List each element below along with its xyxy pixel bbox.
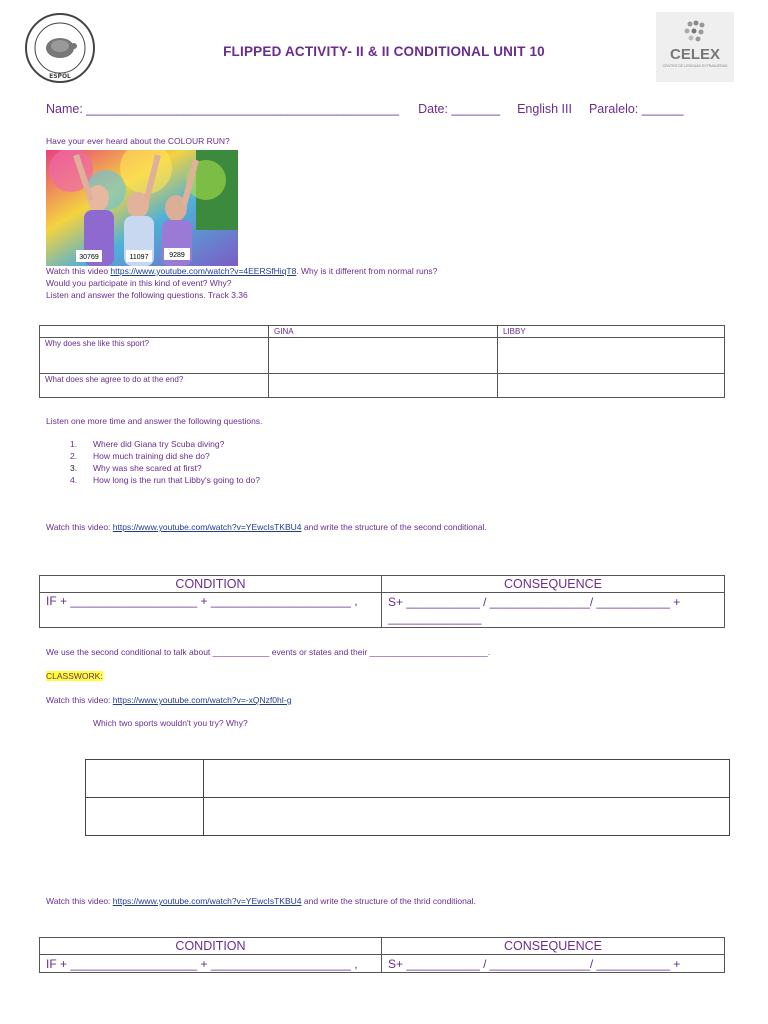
question-list xyxy=(70,439,260,487)
listen-instruction: Listen and answer the following questions. Track 3.36 xyxy=(46,290,248,300)
list-item: 3. Why was she scared at first? xyxy=(70,463,202,473)
condition-header: CONDITION xyxy=(40,938,382,955)
video-link-2[interactable]: https://www.youtube.com/watch?v=YEwcIsTKBU4 xyxy=(112,522,302,532)
answer-cell[interactable] xyxy=(498,374,725,398)
celex-logo xyxy=(656,12,734,82)
video-link-4[interactable]: https://www.youtube.com/watch?v=YEwcIsTKBU4 xyxy=(112,896,302,906)
watch-video-1: Watch this video https://www.youtube.com/watch?v=4EERSfHiqT8. Why is it different from normal runs? xyxy=(46,266,438,276)
video-link-3[interactable]: https://www.youtube.com/watch?v=-xQNzf0hI-g xyxy=(112,695,292,705)
second-conditional-instruction: Watch this video: https://www.youtube.com/watch?v=YEwcIsTKBU4 and write the structure of the second conditional. xyxy=(46,522,487,532)
date-field[interactable]: Date: _______ xyxy=(418,102,501,116)
table-header-libby: LIBBY xyxy=(498,326,725,338)
list-item: 1. Where did Giana try Scuba diving? xyxy=(70,439,225,449)
intro-question: Have your ever heard about the COLOUR RUN? xyxy=(46,136,230,146)
condition-formula[interactable]: IF + ___________________ + _____________________ , xyxy=(40,593,382,628)
list-item: 4. How long is the run that Libby's going to do? xyxy=(70,475,261,485)
condition-header: CONDITION xyxy=(40,576,382,593)
sport-cell[interactable] xyxy=(86,798,204,836)
page-title: FLIPPED ACTIVITY- II & II CONDITIONAL UNIT 10 xyxy=(223,44,545,59)
classwork-instruction: Watch this video: https://www.youtube.com/watch?v=-xQNzf0hI-g xyxy=(46,695,292,705)
svg-text:11097: 11097 xyxy=(129,254,149,261)
consequence-header: CONSEQUENCE xyxy=(382,576,725,593)
reason-cell[interactable] xyxy=(204,760,730,798)
svg-text:CELEX: CELEX xyxy=(669,46,721,63)
condition-formula[interactable]: IF + ___________________ + _____________________ , xyxy=(40,955,382,973)
answer-cell[interactable] xyxy=(269,374,498,398)
list-item: 2. How much training did she do? xyxy=(70,451,210,461)
listen-more-intro: Listen one more time and answer the following questions. xyxy=(46,416,263,426)
answer-cell[interactable] xyxy=(498,338,725,374)
classwork-question: Which two sports wouldn't you try? Why? xyxy=(93,718,248,728)
svg-text:30769: 30769 xyxy=(79,254,99,261)
reason-cell[interactable] xyxy=(204,798,730,836)
third-conditional-table xyxy=(39,937,725,973)
classwork-label: CLASSWORK: xyxy=(46,671,103,681)
video-link-1[interactable]: https://www.youtube.com/watch?v=4EERSfHiqT8 xyxy=(110,266,297,276)
table-header-gina: GINA xyxy=(269,326,498,338)
usage-sentence: We use the second conditional to talk about ____________ events or states and their _________________________. xyxy=(46,647,491,657)
consequence-formula[interactable]: S+ ___________ / _______________/ ___________ + xyxy=(382,955,725,973)
student-info-line xyxy=(46,102,683,116)
svg-text:9289: 9289 xyxy=(169,252,185,259)
second-conditional-table xyxy=(39,575,725,628)
table-row-label: What does she agree to do at the end? xyxy=(40,374,269,398)
table-row-label: Why does she like this sport? xyxy=(40,338,269,374)
consequence-formula[interactable]: S+ ___________ / _______________/ ___________ + ______________ xyxy=(382,593,725,628)
course-label: English III xyxy=(517,102,572,116)
consequence-header: CONSEQUENCE xyxy=(382,938,725,955)
colour-run-photo xyxy=(46,150,238,266)
table-header-empty xyxy=(40,326,269,338)
svg-text:CENTRO DE LENGUAS EXTRANJERAS: CENTRO DE LENGUAS EXTRANJERAS xyxy=(662,64,728,68)
participate-question: Would you participate in this kind of event? Why? xyxy=(46,278,232,288)
sport-cell[interactable] xyxy=(86,760,204,798)
sports-table xyxy=(85,759,730,836)
third-conditional-instruction: Watch this video: https://www.youtube.com/watch?v=YEwcIsTKBU4 and write the structure of the thrid conditional. xyxy=(46,896,476,906)
paralelo-field[interactable]: Paralelo: ______ xyxy=(588,102,684,116)
svg-text:ESPOL: ESPOL xyxy=(49,73,71,80)
listening-table xyxy=(39,325,725,398)
name-field[interactable]: Name: _____________________________________________ xyxy=(46,102,400,116)
answer-cell[interactable] xyxy=(269,338,498,374)
